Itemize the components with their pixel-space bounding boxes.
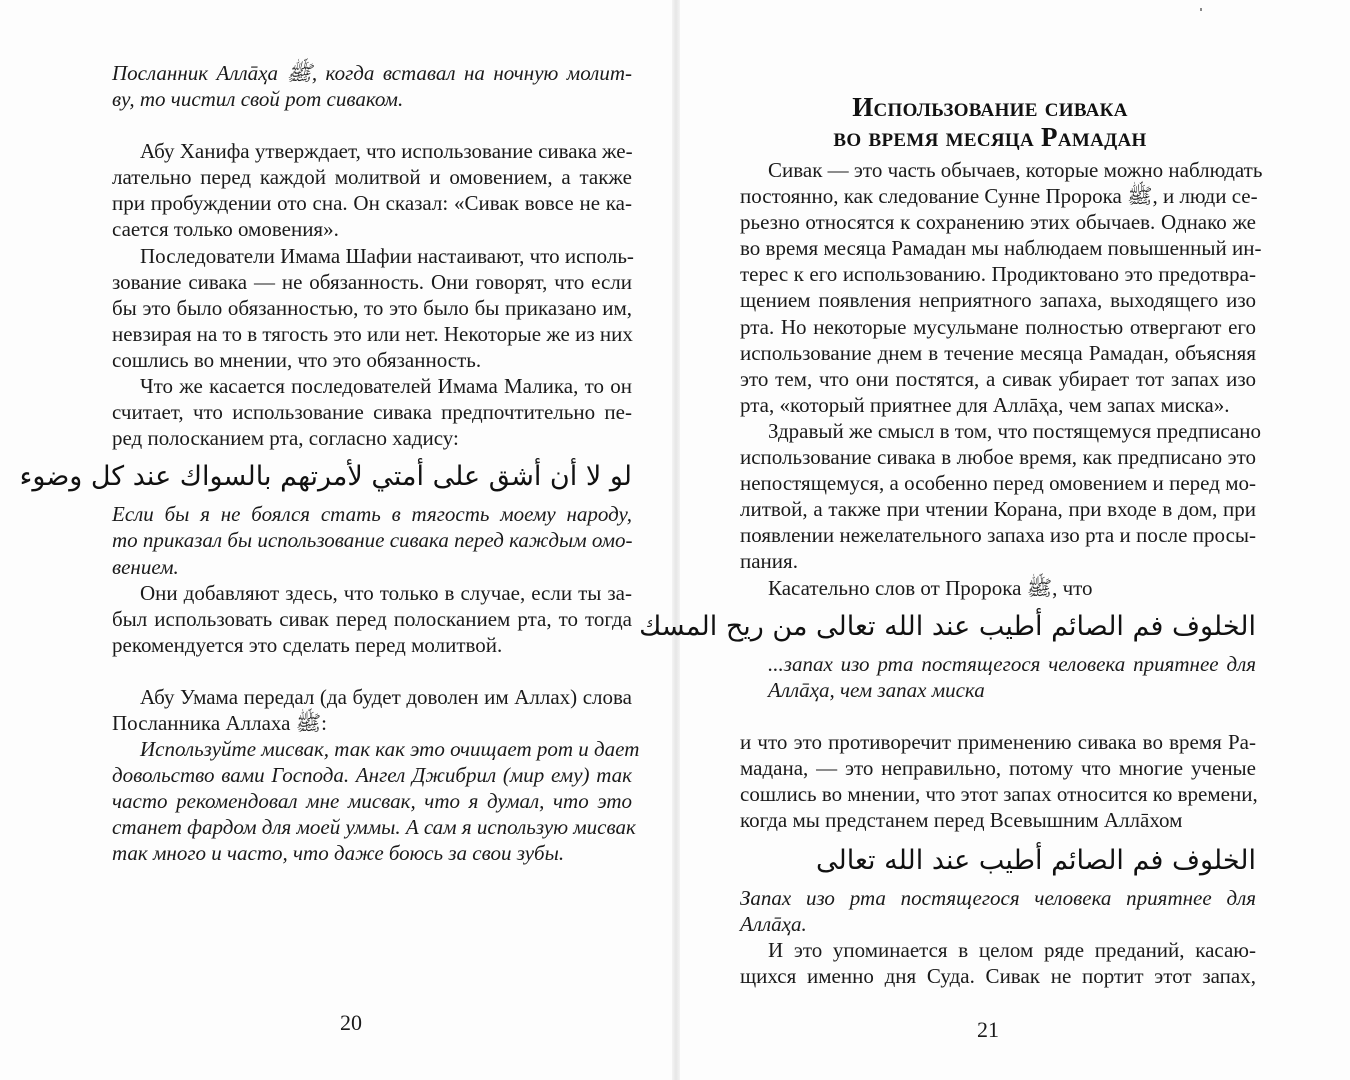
text-line: рекомендуется это сделать перед молитвой. xyxy=(112,632,503,657)
text-line: Они добавляют здесь, что только в случае, если ты за- xyxy=(140,580,632,605)
text-line: рта. Но некоторые мусульмане полностью отвергают его xyxy=(740,314,1256,339)
text-line: лательно перед каждой молитвой и омовением, а также xyxy=(112,165,632,190)
text-line: непостящемуся, а особенно перед омовением и перед мо- xyxy=(740,471,1256,496)
text-line: сается только омовения». xyxy=(112,217,339,242)
quote-line: станет фардом для моей уммы. А сам я использую мисвак xyxy=(112,815,636,840)
quote-line: так много и часто, что даже боюсь за свои зубы. xyxy=(112,841,565,866)
paragraph-shafii xyxy=(112,243,632,373)
paragraph-forgot xyxy=(112,580,632,658)
text-line: постоянно, как следование Сунне Пророка ﷺ, и люди се- xyxy=(740,184,1258,209)
heading-line: Использование сивака xyxy=(852,92,1128,122)
text-line: когда мы предстанем перед Всевышним Аллāхом xyxy=(740,808,1183,833)
intro-quote xyxy=(112,60,632,112)
text-line: и что это противоречит применению сивака во время Ра- xyxy=(740,729,1256,754)
text-line: ред полосканием рта, согласно хадису: xyxy=(112,426,459,451)
text-line: рта, «который приятнее для Аллāҳа, чем запах миска». xyxy=(740,392,1230,417)
page-number-right: 21 xyxy=(977,1017,999,1042)
text-line: невзирая на то в тягость это или нет. Некоторые же из них xyxy=(112,321,633,346)
paragraph-abu-hanifa xyxy=(112,138,632,242)
intro-quote-line: Посланник Аллāҳа ﷺ, когда вставал на ночную молит- xyxy=(112,61,632,85)
translation-1 xyxy=(740,651,1256,703)
translation-2 xyxy=(740,885,1256,937)
paragraph-mentioned xyxy=(740,937,1256,989)
section-heading xyxy=(655,92,1325,152)
abu-umama-quote xyxy=(112,736,640,866)
paragraph-contradicts xyxy=(740,729,1256,833)
text-line: бы это было обязанностью, то это было бы приказано им, xyxy=(112,295,632,320)
quote-line: часто рекомендовал мне мисвак, что я думал, что это xyxy=(112,789,632,814)
text-line: использование днем в течение месяца Рамадан, объясняя xyxy=(740,340,1256,365)
left-page-text xyxy=(19,60,640,867)
text-line: мадана, — это неправильно, потому что многие ученые xyxy=(740,755,1256,780)
arabic-hadith-1: الخلوف فم الصائم أطيب عند الله تعالى من ريح المسك xyxy=(639,610,1256,642)
translation-line: то приказал бы использование сивака перед каждым омо- xyxy=(112,528,633,553)
paragraph-malik xyxy=(112,373,632,451)
paragraph-regarding: Касательно слов от Пророка ﷺ, что xyxy=(768,575,1093,600)
hadith-translation xyxy=(112,501,632,579)
text-line: терес к его использованию. Продиктовано это предотвра- xyxy=(740,262,1256,287)
right-page-text xyxy=(639,157,1263,990)
text-line: Посланника Аллаха ﷺ: xyxy=(112,710,327,735)
text-line: литвой, а также при чтении Корана, при входе в дом, при xyxy=(740,497,1256,522)
translation-line: вением. xyxy=(112,554,179,579)
translation-line: Запах изо рта постящегося человека приятнее для xyxy=(740,886,1256,911)
text-line: Абу Ханифа утверждает, что использование сивака же- xyxy=(140,139,633,164)
text-line: щихся именно дня Суда. Сивак не портит этот запах, xyxy=(740,964,1256,989)
text-line: сошлись во мнении, что это обязанность. xyxy=(112,347,482,372)
text-line: был использовать сивак перед полосканием рта, то тогда xyxy=(112,606,632,631)
text-line: Последователи Имама Шафии настаивают, что исполь- xyxy=(140,243,634,268)
text-line: появлении нежелательного запаха изо рта и после просы- xyxy=(740,523,1256,548)
translation-line: Если бы я не боялся стать в тягость моему народу, xyxy=(112,502,632,527)
text-line: это тем, что они постятся, а сивак убирает тот запах изо xyxy=(740,366,1256,391)
left-page xyxy=(0,0,672,1080)
paragraph-sense xyxy=(740,418,1261,575)
text-line: во время месяца Рамадан мы наблюдаем повышенный ин- xyxy=(740,236,1262,261)
heading-line: во время месяца Рамадан xyxy=(833,122,1147,152)
translation-line: Аллāҳа, чем запах миска xyxy=(768,677,985,702)
text-line: Абу Умама передал (да будет доволен им Аллах) слова xyxy=(140,684,632,709)
quote-line: довольство вами Господа. Ангел Джибрил (мир ему) так xyxy=(112,763,632,788)
paragraph-abu-umama xyxy=(112,684,632,736)
text-line: при пробуждении ото сна. Он сказал: «Сивак вовсе не ка- xyxy=(112,191,632,216)
quote-line: Используйте мисвак, так как это очищает рот и дает xyxy=(140,737,640,762)
translation-line: Аллāҳа. xyxy=(740,912,807,937)
arabic-hadith-2: الخلوف فم الصائم أطيب عند الله تعالى xyxy=(816,845,1256,877)
text-line: щением появления неприятного запаха, выходящего изо xyxy=(740,288,1256,313)
arabic-hadith: لو لا أن أشق على أمتي لأمرتهم بالسواك عند كل وضوء xyxy=(19,461,632,493)
text-line: зование сивака — не обязанность. Они говорят, что если xyxy=(112,269,632,294)
text-line: считает, что использование сивака предпочтительно пе- xyxy=(112,400,632,425)
text-line: сошлись во мнении, что этот запах относится ко времени, xyxy=(740,781,1258,806)
right-page xyxy=(639,0,1350,1080)
text-line: рьезно относятся к сохранению этих обычаев. Однако же xyxy=(740,210,1256,235)
page-number-left: 20 xyxy=(340,1010,362,1035)
text-line: Здравый же смысл в том, что постящемуся предписано xyxy=(768,418,1261,443)
text-line: пания. xyxy=(740,549,798,574)
text-line: Что же касается последователей Имама Малика, то он xyxy=(140,374,632,399)
translation-line: ...запах изо рта постящегося человека приятнее для xyxy=(768,651,1256,676)
text-line: использование сивака в любое время, как предписано это xyxy=(740,445,1256,470)
paragraph-sivak xyxy=(740,157,1263,418)
text-line: Сивак — это часть обычаев, которые можно наблюдать xyxy=(768,158,1263,182)
text-line: И это упоминается в целом ряде преданий, касаю- xyxy=(768,938,1256,963)
book-gutter xyxy=(672,0,680,1080)
intro-quote-line: ву, то чистил свой рот сиваком. xyxy=(112,87,404,112)
